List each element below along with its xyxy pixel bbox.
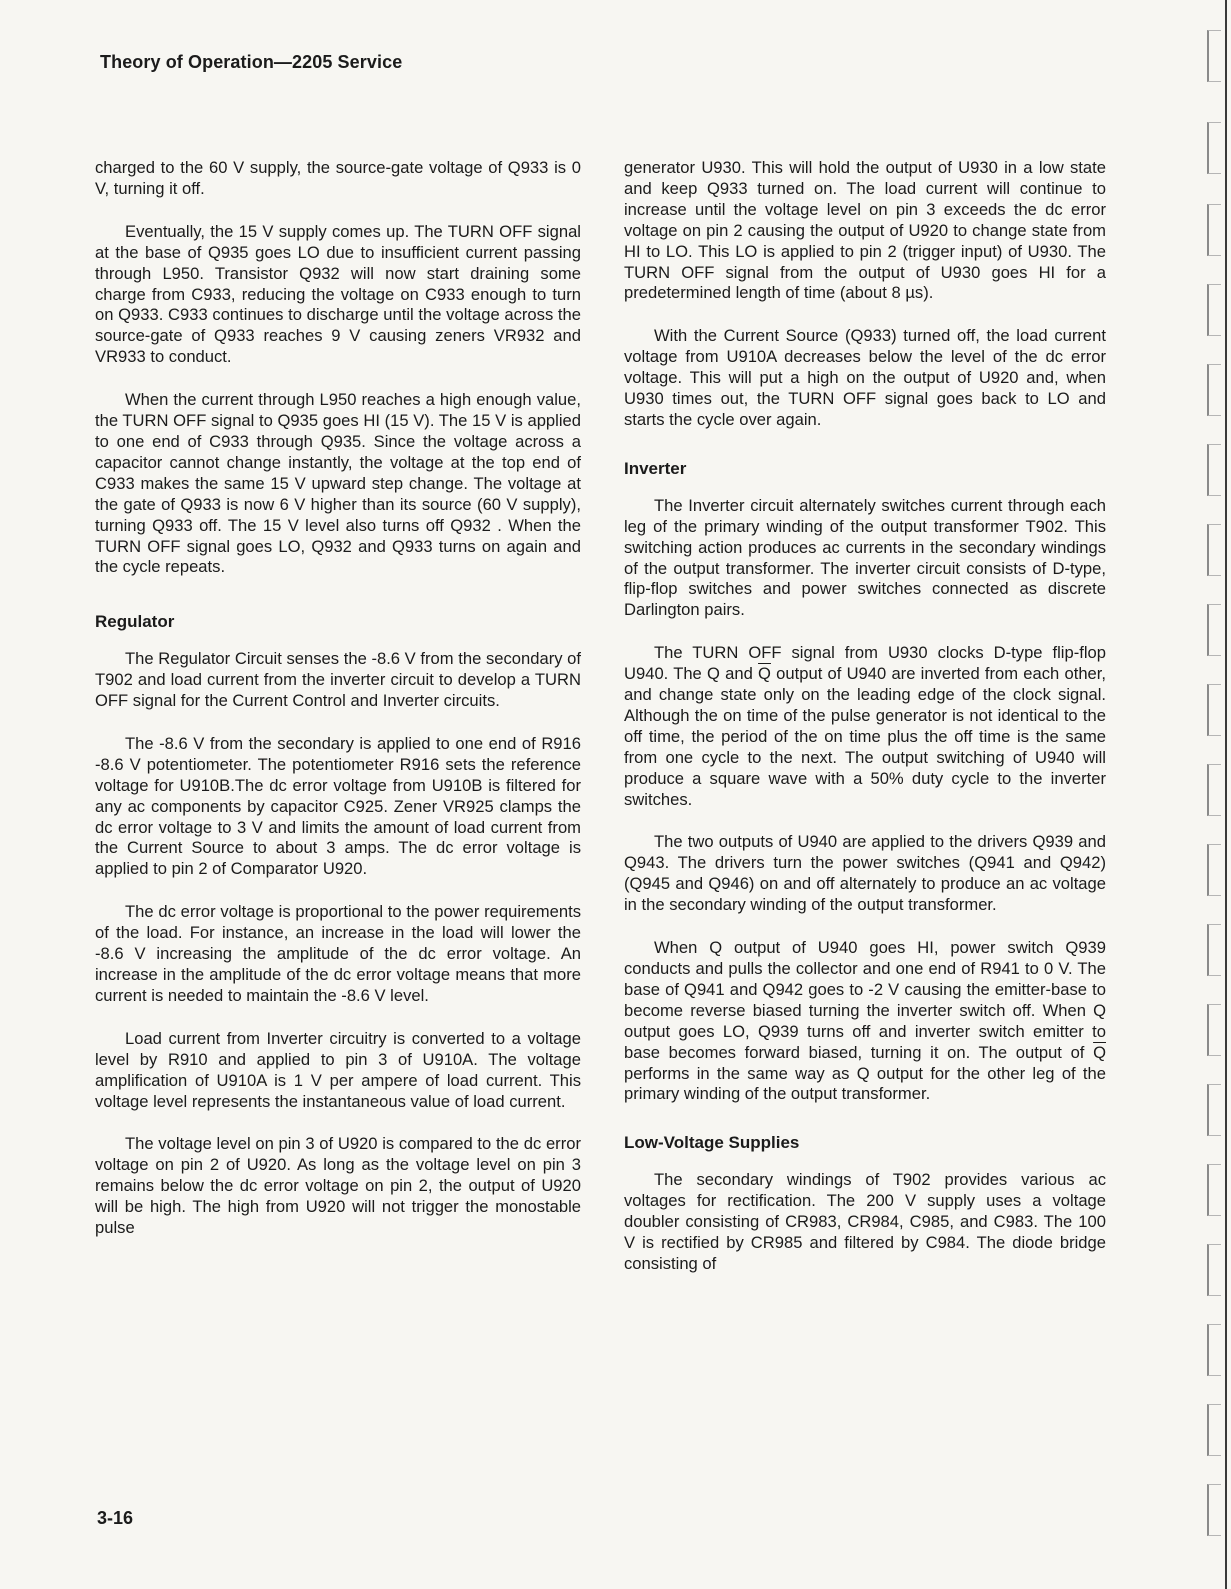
binder-hole	[1207, 204, 1221, 256]
paragraph: The Inverter circuit alternately switches current through each leg of the primary winding of the output transformer T902. This switching action produces ac currents in the secondary windings of the output transformer. The inverter circuit consists of D-type, flip-flop switches and power switches connected as discrete Darlington pairs.	[624, 495, 1106, 620]
binder-hole	[1207, 1164, 1221, 1216]
binder-hole	[1207, 1244, 1221, 1296]
paragraph: When the current through L950 reaches a high enough value, the TURN OFF signal to Q935 goes HI (15 V). The 15 V is applied to one end of C933 through Q935. Since the voltage across a capacitor cannot change instantly, the voltage at the top end of C933 makes the same 15 V upward step change. The voltage at the gate of Q933 is now 6 V higher than its source (60 V supply), turning Q933 off. The 15 V level also turns off Q932 . When the TURN OFF signal goes LO, Q932 and Q933 turns on again and the cycle repeats.	[95, 390, 581, 577]
binder-hole	[1207, 604, 1221, 656]
paragraph	[624, 643, 1106, 810]
binder-hole	[1207, 764, 1221, 816]
q-bar-symbol: $\overline{Q}$	[1093, 1042, 1106, 1062]
q-bar-symbol: $\overline{Q}$	[758, 664, 771, 684]
text-run: output of U940 are inverted from each other, and change state only on the leading edge of the clock signal. Although the on time of the pulse generator is not identical to the off time, the period of the on time plus the off time is the same from one cycle to the next. The output switching of U940 will produce a square wave with a 50% duty cycle to the inverter switches.	[624, 664, 1107, 809]
binder-hole	[1207, 444, 1221, 496]
paragraph: The -8.6 V from the secondary is applied to one end of R916 -8.6 V potentiometer. The potentiometer R916 sets the reference voltage for U910B.The dc error voltage from U910B is filtered for any ac components by capacitor C925. Zener VR925 clamps the dc error voltage to 3 V and limits the amount of load current from the Current Source to about 3 amps. The dc error voltage is applied to pin 2 of Comparator U920.	[95, 733, 581, 879]
binder-hole	[1207, 844, 1221, 896]
page-header: Theory of Operation—2205 Service	[100, 52, 403, 72]
binder-hole	[1207, 122, 1221, 174]
binder-hole	[1207, 684, 1221, 736]
binder-hole	[1207, 924, 1221, 976]
binder-hole	[1207, 1084, 1221, 1136]
binder-hole	[1207, 524, 1221, 576]
section-heading-low-voltage-supplies: Low-Voltage Supplies	[624, 1133, 800, 1153]
page-number: 3-16	[97, 1508, 134, 1528]
paragraph: The dc error voltage is proportional to the power requirements of the load. For instance, an increase in the load will lower the -8.6 V increasing the amplitude of the dc error voltage. An increase in the amplitude of the dc error voltage means that more current is needed to maintain the -8.6 V level.	[95, 902, 581, 1005]
text-run: performs in the same way as Q output for the other leg of the primary winding of the output transformer.	[624, 1063, 1106, 1104]
binder-edge	[1169, 0, 1231, 1589]
text-run: When Q output of U940 goes HI, power switch Q939 conducts and pulls the collector and one end of R941 to 0 V. The base of Q941 and Q942 goes to -2 V causing the emitter-base to become reverse biased turning the inverter switch off. When Q output goes LO, Q939 turns off and inverter switch emitter to base becomes forward biased, turning it on. The output of	[624, 938, 1106, 1062]
binder-hole	[1207, 1324, 1221, 1376]
right-column	[624, 158, 1106, 1297]
paragraph: charged to the 60 V supply, the source-gate voltage of Q933 is 0 V, turning it off.	[95, 158, 581, 198]
paragraph: Load current from Inverter circuitry is converted to a voltage level by R910 and applied to pin 3 of U910A. The voltage amplification of U910A is 1 V per ampere of load current. This voltage level represents the instantaneous value of load current.	[95, 1028, 581, 1111]
paragraph: The voltage level on pin 3 of U920 is compared to the dc error voltage on pin 2 of U920. As long as the voltage level on pin 3 remains below the dc error voltage on pin 2, the output of U920 will be high. The high from U920 will not trigger the monostable pulse	[95, 1134, 581, 1238]
binder-hole	[1207, 1004, 1221, 1056]
paragraph: generator U930. This will hold the output of U930 in a low state and keep Q933 turned on. The load current will continue to increase until the voltage level on pin 3 exceeds the dc error voltage on pin 2 causing the output of U920 to change state from HI to LO. This LO is applied to pin 2 (trigger input) of U930. The TURN OFF signal from the output of U930 goes HI for a predetermined length of time (about 8 µs).	[624, 158, 1106, 303]
paragraph: The two outputs of U940 are applied to the drivers Q939 and Q943. The drivers turn the power switches (Q941 and Q942) (Q945 and Q946) on and off alternately to produce an ac voltage in the secondary winding of the output transformer.	[624, 832, 1106, 915]
paragraph: The Regulator Circuit senses the -8.6 V from the secondary of T902 and load current from the inverter circuit to develop a TURN OFF signal for the Current Control and Inverter circuits.	[95, 649, 581, 711]
paragraph: Eventually, the 15 V supply comes up. The TURN OFF signal at the base of Q935 goes LO due to insufficient current passing through L950. Transistor Q932 will now start draining some charge from C933, reducing the voltage on C933 enough to turn on Q933. C933 continues to discharge until the voltage across the source-gate of Q933 reaches 9 V causing zeners VR932 and VR933 to conduct.	[95, 221, 581, 367]
binder-hole	[1207, 284, 1221, 336]
left-column	[95, 158, 581, 1261]
paragraph: With the Current Source (Q933) turned off, the load current voltage from U910A decreases below the level of the dc error voltage. This will put a high on the output of U920 and, when U930 times out, the TURN OFF signal goes back to LO and starts the cycle over again.	[624, 326, 1106, 429]
binder-hole	[1207, 30, 1221, 82]
section-heading-regulator: Regulator	[95, 612, 175, 632]
section-heading-inverter: Inverter	[624, 458, 687, 478]
text-run: The TURN OFF signal from U930 clocks D-type flip-flop U940. The Q and	[624, 643, 1106, 684]
paragraph: The secondary windings of T902 provides various ac voltages for rectification. The 200 V supply uses a voltage doubler consisting of CR983, CR984, C985, and C983. The 100 V is rectified by CR985 and filtered by C984. The diode bridge consisting of	[624, 1170, 1106, 1273]
binder-spine	[1225, 0, 1227, 1589]
binder-hole	[1207, 1484, 1221, 1536]
binder-hole	[1207, 364, 1221, 416]
binder-hole	[1207, 1404, 1221, 1456]
paragraph	[624, 938, 1106, 1105]
